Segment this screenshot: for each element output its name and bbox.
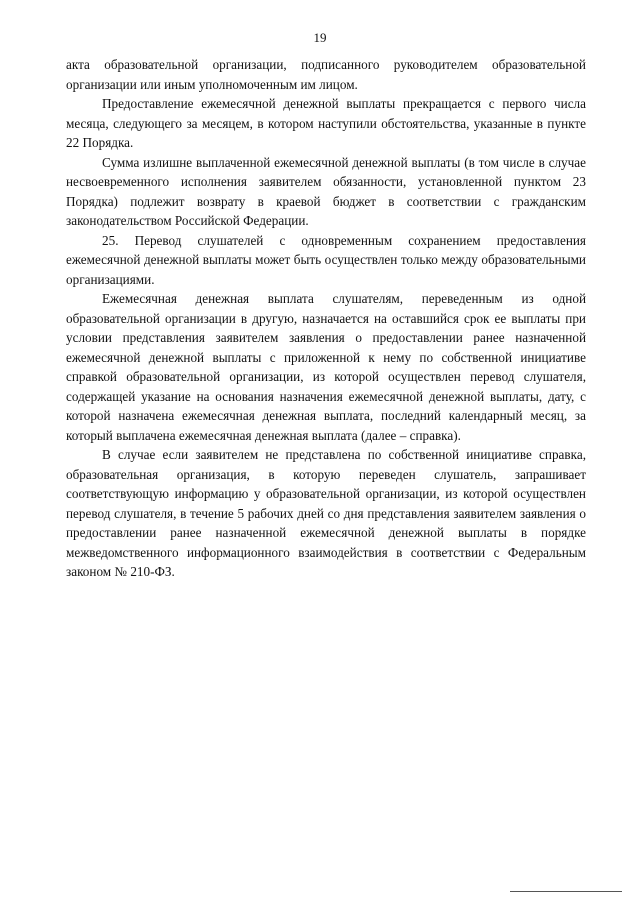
document-body — [66, 55, 586, 582]
paragraph-continuation: акта образовательной организации, подписанного руководителем образовательной организации или иным уполномоченным им лицом. — [66, 57, 586, 92]
page-number: 19 — [313, 30, 327, 45]
paragraph-transfer-payment: Ежемесячная денежная выплата слушателям, переведенным из одной образовательной организации в другую, назначается на оставшийся срок ее выплаты при условии представления заявителем заявления о предоставлении ранее назначенной ежемесячной денежной выплаты с приложенной к нему по собственной инициативе справкой образовательной организации, из которой осуществлен перевод слушателя, содержащей указание на основания назначения ежемесячной денежной выплаты, дату, с которой назначена ежемесячная денежная выплата, последний календарный месяц, за который выплачена ежемесячная денежная выплата (далее – справка). — [66, 291, 586, 443]
paragraph-clause-25: 25. Перевод слушателей с одновременным сохранением предоставления ежемесячной денежной выплаты может быть осуществлен только между образовательными организациями. — [66, 232, 586, 287]
paragraph-overpayment-refund: Сумма излишне выплаченной ежемесячной денежной выплаты (в том числе в случае несвоевременного исполнения заявителем обязанности, установленной пунктом 23 Порядка) подлежит возврату в краевой бюджет в соответствии с гражданским законодательством Российской Федерации. — [66, 154, 586, 228]
footer-divider — [510, 891, 622, 892]
paragraph-information-request: В случае если заявителем не представлена по собственной инициативе справка, образовательная организация, в которую переведен слушатель, запрашивает соответствующую информацию у образовательной организации, из которой осуществлен перевод слушателя, в течение 5 рабочих дней со дня представления заявителем заявления о предоставлении ранее назначенной ежемесячной денежной выплаты в порядке межведомственного информационного взаимодействия в соответствии с Федеральным законом № 210-ФЗ. — [66, 447, 586, 579]
paragraph-termination-of-payment: Предоставление ежемесячной денежной выплаты прекращается с первого числа месяца, следующего за месяцем, в котором наступили обстоятельства, указанные в пункте 22 Порядка. — [66, 96, 586, 150]
